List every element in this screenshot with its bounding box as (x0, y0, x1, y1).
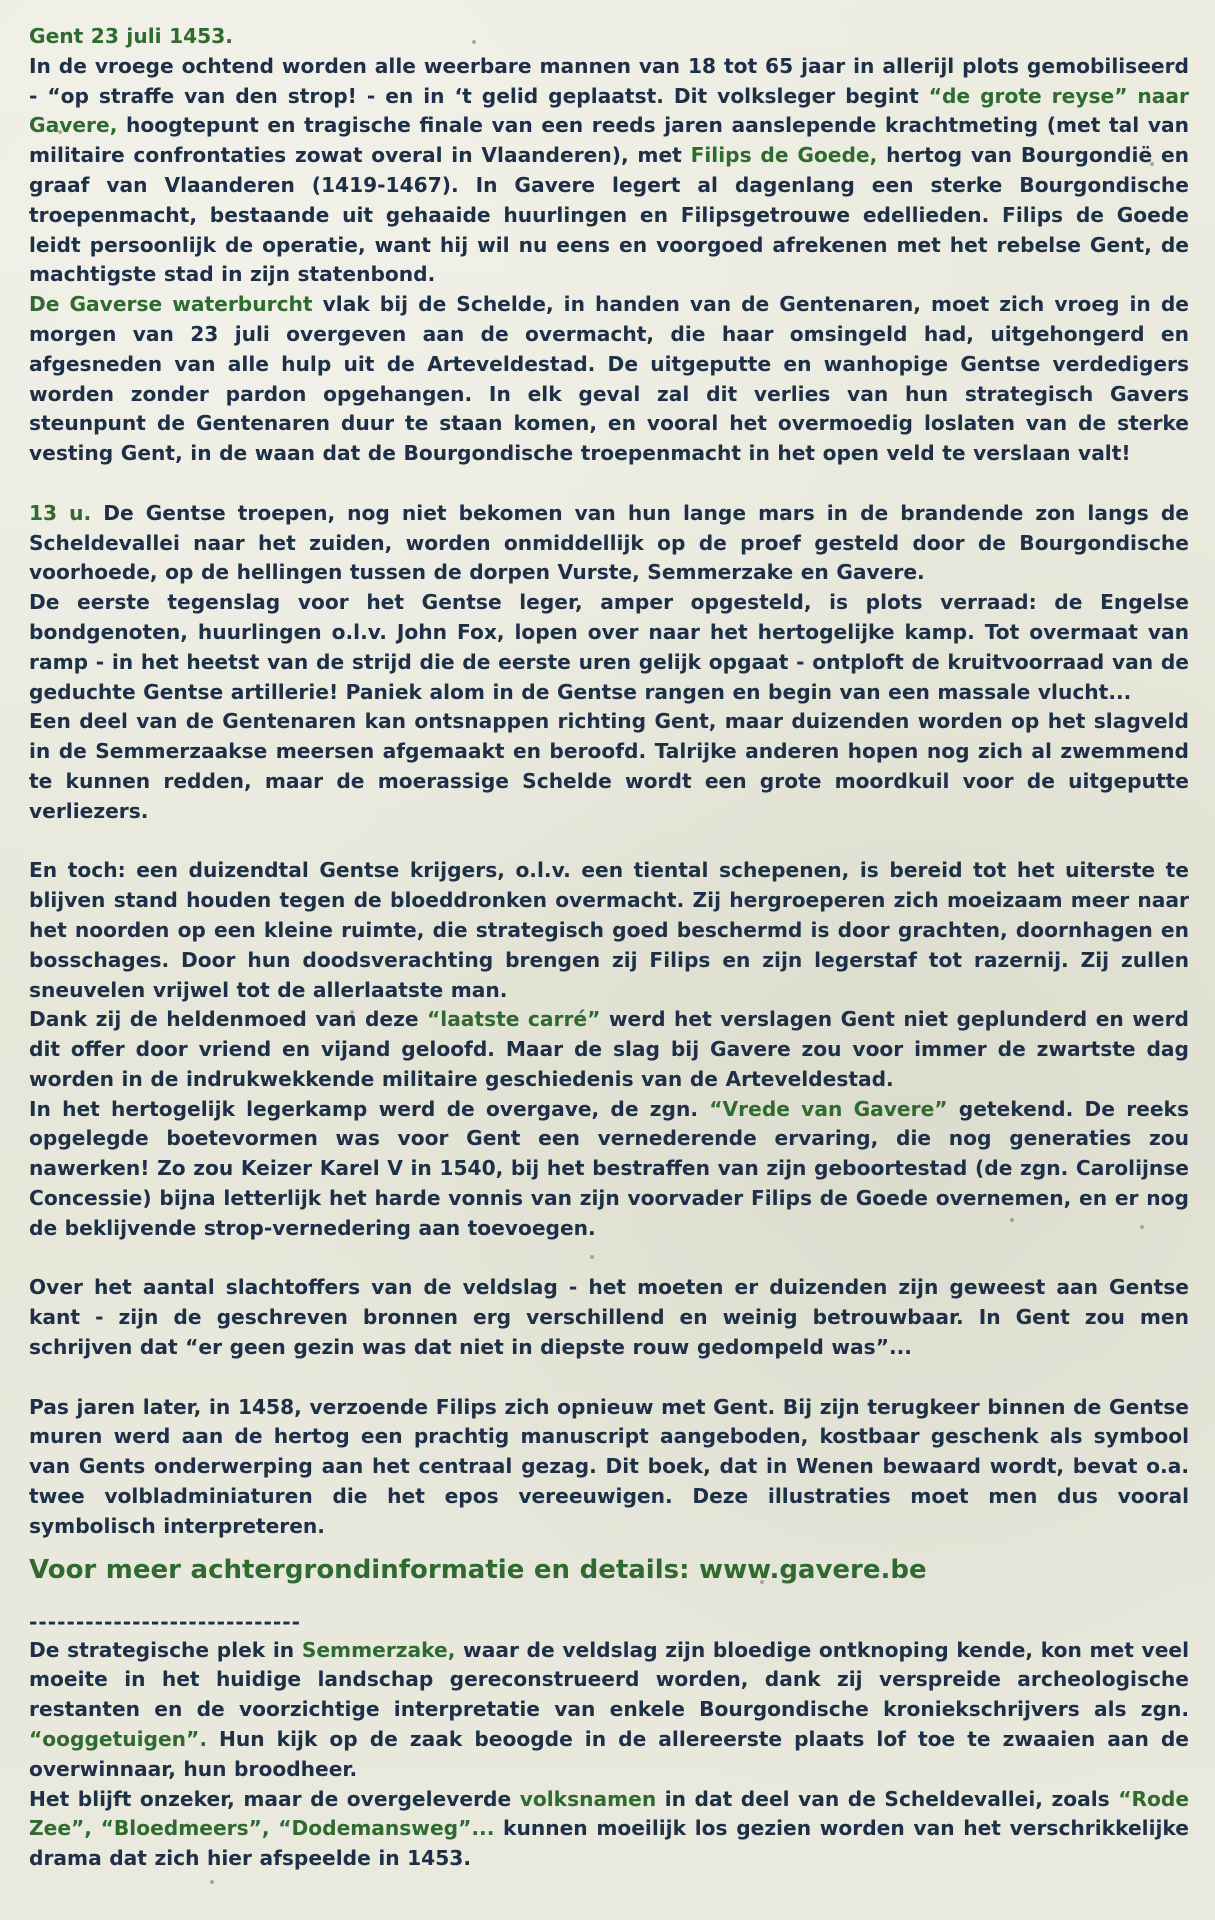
paragraph-carre (29, 1005, 1189, 1094)
text-span: In het hertogelijk legerkamp werd de overgave, de zgn. (29, 1096, 710, 1121)
text-span: waar de veldslag zijn bloedige ontknoping kende, kon met veel moeite in het huidige landschap gereconstrueerd worden, dank zij verspreide archeologische restanten en de voorzichtige interpretatie van enkele Bourgondische kroniekschrijvers als zgn. (29, 1637, 1189, 1722)
text-span: Dank zij de heldenmoed van deze (29, 1007, 427, 1032)
paragraph-vlucht: Een deel van de Gentenaren kan ontsnappen richting Gent, maar duizenden worden op het slagveld in de Semmerzaakse meersen afgemaakt en beroofd. Talrijke anderen hopen nog zich al zwemmend te kunnen redden, maar de moerassige Schelde wordt een grote moordkuil voor de uitgeputte verliezers. (29, 709, 1189, 823)
text-span: hoogtepunt en tragische finale van een reeds jaren aanslepende krachtmeting (met tal van militaire confrontaties zowat overal in Vlaanderen), met (29, 113, 1189, 168)
paragraph-slachtoffers: Over het aantal slachtoffers van de veldslag - het moeten er duizenden zijn geweest aan Gentse kant - zijn de geschreven bronnen erg verschillend en weinig betrouwbaar. In Gent zou men schrijven dat “er geen gezin was dat niet in diepste rouw gedompeld was”... (29, 1275, 1189, 1360)
highlight-laatste-carre: “laatste carré” (427, 1007, 601, 1032)
paragraph-gap (29, 827, 1189, 857)
text-span: kunnen moeilijk los gezien worden van het verschrikkelijke drama dat zich hier afspeelde in 1453. (29, 1816, 1189, 1871)
text-span: werd het verslagen Gent niet geplunderd en werd dit offer door vriend en vijand geloofd. Maar de slag bij Gavere zou voor immer de zwartste dag worden in de indrukwekkende militaire geschiedenis van de Arteveldestad. (29, 1007, 1189, 1091)
highlight-waterburcht: De Gaverse waterburcht (29, 292, 313, 317)
highlight-place-names: “Rode Zee”, “Bloedmeers”, “Dodemansweg”... (29, 1786, 1190, 1841)
time-heading: 13 u. (29, 500, 92, 525)
text-span: getekend. De reeks opgelegde boetevormen was voor Gent een vernederende ervaring, die nog generaties zou nawerken! Zo zou Keizer Karel V in 1540, bij het bestraffen van zijn geboortestad (de zgn. Carolijnse Concessie) bijna letterlijk het harde vonnis van zijn voorvader Filips de Goede overnemen, en er nog de beklijvende strop-vernedering aan toevoegen. (29, 1096, 1189, 1240)
text-span: De Gentse troepen, nog niet bekomen van hun lange mars in de brandende zon langs de Scheldevallei naar het zuiden, worden onmiddellijk op de proef gesteld door de Bourgondische voorhoede, op de hellingen tussen de dorpen Vurste, Semmerzake en Gavere. (29, 500, 1189, 585)
paragraph-en-toch: En toch: een duizendtal Gentse krijgers, o.l.v. een tiental schepenen, is bereid tot het uiterste te blijven stand houden tegen de bloeddronken overmacht. Zij hergroeperen zich moeizaam meer naar het noorden op een kleine ruimte, die strategisch goed beschermd is door grachten, doornhagen en bosschages. Door hun doodsverachting brengen zij Filips en zijn legerstaf tot razernij. Zij zullen sneuvelen vrijwel tot de allerlaatste man. (29, 858, 1189, 1002)
more-info-heading: Voor meer achtergrondinformatie en details: www.gavere.be (29, 1554, 927, 1585)
highlight-ooggetuigen: “ooggetuigen”. (29, 1727, 207, 1752)
text-span: hertog van Bourgondië en graaf van Vlaanderen (1419-1467). In Gavere legert al dagenlang een sterke Bourgondische troepenmacht, bestaande uit gehaaide huurlingen en Filipsgetrouwe edellieden. Filips de Goede leidt persoonlijk de operatie, want hij wil nu eens en voorgoed afrekenen met het rebelse Gent, de machtigste stad in zijn statenbond. (29, 143, 1190, 287)
text-span: in dat deel van de Scheldevallei, zoals (656, 1786, 1119, 1811)
paragraph-intro (29, 22, 1189, 290)
highlight-filips: Filips de Goede, (690, 143, 878, 168)
text-span: De strategische plek in (29, 1637, 302, 1662)
text-span: Hun kijk op de zaak beoogde in de allereerste plaats lof toe te zwaaien aan de overwinnaar, hun broodheer. (29, 1727, 1189, 1781)
text-span: vlak bij de Schelde, in handen van de Gentenaren, moet zich vroeg in de morgen van 23 juli overgeven aan de overmacht, die haar omsingeld had, uitgehongerd en afgesneden van alle hulp uit de Arteveldestad. De uitgeputte en wanhopige Gentse verdedigers worden zonder pardon opgehangen. In elk geval zal dit verlies van hun strategisch Gavers steunpunt de Gentenaren duur te staan komen, en vooral het overmoedig loslaten van de sterke vesting Gent, in de waan dat de Bourgondische troepenmacht in het open veld te verslaan valt! (29, 292, 1189, 466)
dashed-divider: ----------------------------- (29, 1609, 301, 1634)
paragraph-verraad: De eerste tegenslag voor het Gentse leger, amper opgesteld, is plots verraad: de Engelse bondgenoten, huurlingen o.l.v. John Fox, lopen over naar het hertogelijke kamp. Tot overmaat van ramp - in het heetst van de strijd die de eerste uren gelijk opgaat - ontploft de kruitvoorraad van de geduchte Gentse artillerie! Paniek alom in de Gentse rangen en begin van een massale vlucht... (29, 590, 1189, 704)
paragraph-vrede (29, 1095, 1189, 1244)
highlight-volksnamen: volksnamen (519, 1786, 657, 1811)
highlight-grote-reyse: “de grote reyse” naar Gavere, (29, 83, 1189, 138)
text-span: In de vroege ochtend worden alle weerbare mannen van 18 tot 65 jaar in allerijl plots gemobiliseerd - “op straffe van den strop! - en in ‘t gelid geplaatst. Dit volksleger begint (29, 53, 1189, 108)
paragraph-gap (29, 1244, 1189, 1274)
paragraph-semmerzake (29, 1636, 1189, 1785)
paragraph-gap (29, 1363, 1189, 1393)
paragraph-manuscript: Pas jaren later, in 1458, verzoende Filips zich opnieuw met Gent. Bij zijn terugkeer binnen de Gentse muren werd aan de hertog een prachtig manuscript aangeboden, kostbaar geschenk als symbool van Gents onderwerping aan het centraal gezag. Dit boek, dat in Wenen bewaard wordt, bevat o.a. twee volbladminiaturen die het epos vereeuwigen. Deze illustraties moet men dus vooral symbolisch interpreteren. (29, 1394, 1189, 1538)
paragraph-waterburcht (29, 290, 1189, 469)
highlight-vrede-van-gavere: “Vrede van Gavere” (709, 1096, 948, 1121)
highlight-semmerzake: Semmerzake, (301, 1637, 456, 1662)
board-text (29, 22, 1189, 1874)
date-heading: Gent 23 juli 1453. (29, 24, 233, 48)
text-span: Het blijft onzeker, maar de overgeleverde (29, 1786, 520, 1811)
paragraph-gap (29, 469, 1189, 499)
speck (210, 1880, 214, 1884)
paragraph-13u (29, 499, 1189, 588)
paragraph-volksnamen (29, 1785, 1189, 1874)
